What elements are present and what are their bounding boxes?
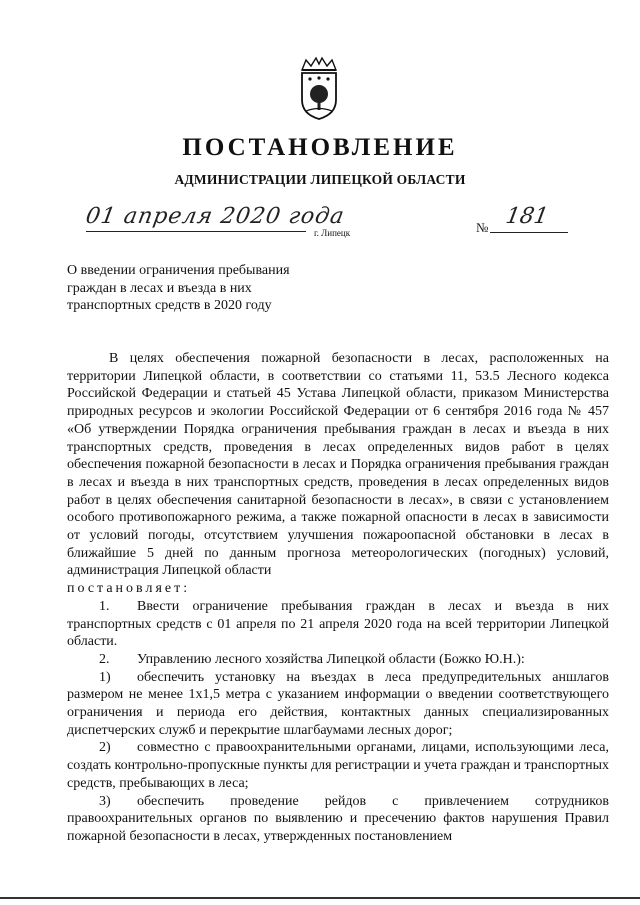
item-number: 3) [99,793,111,809]
item-number: 1. [99,598,110,614]
item-number: 2) [99,740,111,756]
item-text: обеспечить установку на въездах в леса предупредительных аншлагов размером не менее 1х1,5 метра с указанием информации о введении соответствующего ограничения и периода его действия, контактных данных специализированных диспетчерских служб и перекрытие шлагбаумами лесных дорог; [67,669,609,738]
item-number: 1) [99,669,111,685]
list-item [67,598,609,651]
subject-line: граждан в лесах и въезда в них [67,280,252,296]
item-text: Ввести ограничение пребывания граждан в лесах и въезда в них транспортных средств с 01 апреля по 21 апреля 2020 года на всей территории Липецкой области. [67,598,609,650]
handwritten-number: 181 [503,204,551,229]
list-item [67,793,609,846]
page-bottom-edge [0,897,640,899]
item-text: совместно с правоохранительными органами, лицами, использующими леса, создать контрольно-пропускные пункты для регистрации и учета граждан и транспортных средств, пребывающих в леса; [67,740,609,791]
list-item [67,739,609,792]
subject-line: О введении ограничения пребывания [67,263,290,278]
subject-line: транспортных средств в 2020 году [67,298,272,313]
handwritten-date: 01 апреля 2020 года [83,204,347,229]
document-issuer: АДМИНИСТРАЦИИ ЛИПЕЦКОЙ ОБЛАСТИ [174,172,466,187]
list-item [67,669,609,740]
document-title: ПОСТАНОВЛЕНИЕ [182,134,458,161]
resolves-keyword: постановляет: [67,581,191,597]
number-underline [490,232,568,233]
lipetsk-coat-of-arms-icon [296,56,342,122]
number-label: № [476,220,489,235]
preamble-paragraph: В целях обеспечения пожарной безопасности в лесах, расположенных на территории Липецкой области, в соответствии со статьями 11, 53.5 Лесного кодекса Российской Федерации и статьей 45 Устава Липецкой области, приказом Министерства природных ресурсов и экологии Российской Федерации от 6 сентября 2016 года № 457 «Об утверждении Порядка ограничения пребывания граждан в лесах и въезда в них транспортных средств, проведения в лесах определенных видов работ в целях обеспечения пожарной безопасности в лесах и Порядка ограничения пребывания граждан в лесах и въезда в них транспортных средств, проведения в лесах определенных видов работ в целях обеспечения санитарной безопасности в лесах», в связи с установлением особого противопожарного режима, а также пожарной опасности в лесах в зависимости от условий погоды, отсутствием улучшения пожароопасной обстановки в лесах в ближайшие 5 дней по данным прогноза метеорологических (погодных) условий, администрация Липецкой области [67,351,609,579]
list-item [67,651,609,669]
item-text: Управлению лесного хозяйства Липецкой области (Божко Ю.Н.): [137,651,525,667]
date-underline [86,231,306,232]
document-subject [67,262,367,315]
item-number: 2. [99,651,110,667]
item-text: обеспечить проведение рейдов с привлечением сотрудников правоохранительных органов по выявлению и пресечению фактов нарушения Правил пожарной безопасности в лесах, утвержденных постановлением [67,793,609,844]
document-body [67,350,609,846]
city-label: г. Липецк [314,228,351,238]
